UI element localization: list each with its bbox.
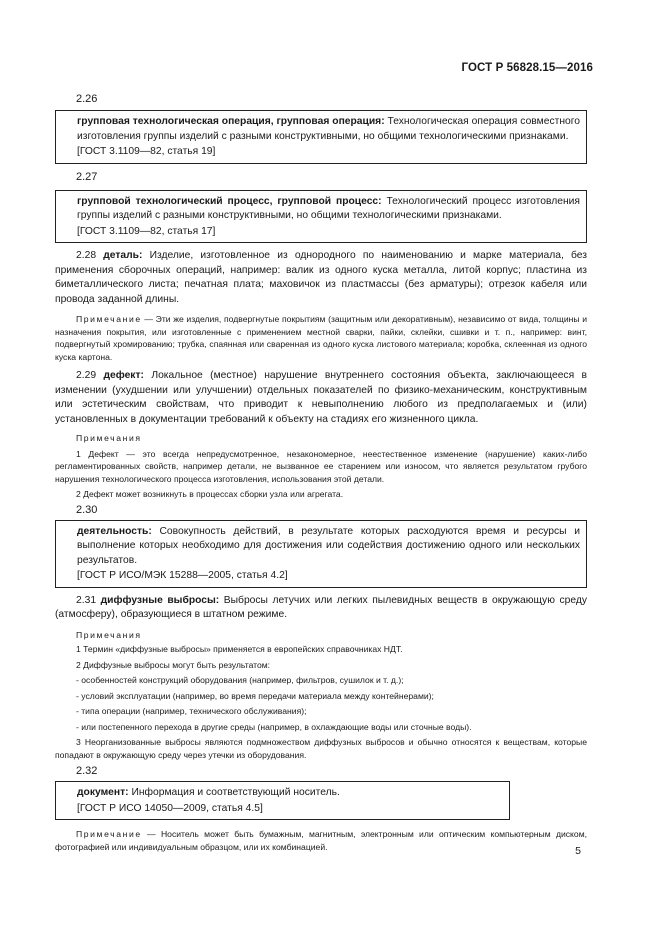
section-number-2-31: 2.31 [76,594,101,606]
term-2-31: диффузные выбросы: [100,594,220,606]
term-2-32: документ: [77,787,129,798]
term-2-30: деятельность: [77,525,152,537]
section-number-2-28: 2.28 [76,250,104,261]
note-label-2-32: Примечание [76,829,142,839]
section-number-2-32: 2.32 [76,765,98,777]
notes-title-2-31: Примечания [76,629,142,640]
notes-title-2-29: Примечания [76,433,142,443]
paragraph-2-28 [55,249,587,307]
note-2-29-2: 2 Дефект может возникнуть в процессах сборки узла или агрегата. [76,489,344,499]
term-2-28: деталь: [103,250,143,261]
reference-2-30: [ГОСТ Р ИСО/МЭК 15288—2005, статья 4.2] [77,570,288,581]
definition-box-2-26 [55,110,587,164]
paragraph-2-29 [55,369,587,427]
note-2-31-line: 3 Неорганизованные выбросы являются подмножеством диффузных выбросов и обычно относятся к веществам, которые попадают в окружающую среду через утечки из оборудования. [55,737,587,760]
definition-box-2-27 [55,190,587,244]
reference-2-26: [ГОСТ 3.1109—82, статья 19] [77,146,216,157]
note-2-31-line: 2 Диффузные выбросы могут быть результатом: [76,659,271,670]
section-number-2-26: 2.26 [76,93,98,105]
note-2-31-line: - или постепенного перехода в другие среды (например, в охлаждающие воды или сточные воды). [76,721,472,732]
document-header: ГОСТ Р 56828.15—2016 [461,62,593,74]
definition-2-27: Технологический процесс изготовления группы изделий с разными конструктивными, но общими технологическими признаками. [77,195,580,221]
note-2-31-line: - особенностей конструкций оборудования (например, фильтров, сушилок и т. д.); [76,675,404,685]
note-2-31-line: - условий эксплуатации (например, во время передачи материала между контейнерами); [76,690,434,701]
note-2-29-1: 1 Дефект — это всегда непредусмотренное, незакономерное, неестественное изменение (нарушение) каких-либо регламентированных свойств, например детали, не вызванное ее старением или износом, что является результатом грубого нарушения технологического процесса изготовления, использования этой детали. [55,448,587,484]
section-number-2-30: 2.30 [76,503,98,516]
definition-2-28: Изделие, изготовленное из однородного по наименованию и марке материала, без применения сборочных операций, например: валик из одного куска металла, литой корпус; пластина из биметаллического листа; печатная плата; маховичок из пластмассы (без арматуры); отрезок кабеля или провода заданной длины. [55,250,587,305]
definition-2-32: Информация и соответствующий носитель. [128,787,340,798]
section-number-2-29: 2.29 [76,370,104,381]
definition-2-30: Совокупность действий, в результате которых расходуются время и ресурсы и выполнение которых необходимо для достижения или содействия достижению одного или нескольких результатов. [77,525,580,566]
reference-2-27: [ГОСТ 3.1109—82, статья 17] [77,225,216,237]
term-2-26: групповая технологическая операция, групповая операция: [77,116,385,127]
note-2-28 [55,313,587,363]
definition-2-26: Технологическая операция совместного изготовления группы изделий с разными конструктивными, но общими технологическими признаками. [77,116,580,142]
term-2-29: дефект: [103,370,144,381]
definition-box-2-30 [55,520,587,588]
paragraph-2-31 [55,594,587,623]
definition-box-2-32 [55,781,510,820]
note-2-31-line: 1 Термин «диффузные выбросы» применяется в европейских справочниках НДТ. [76,644,403,654]
note-text-2-32: — Носитель может быть бумажным, магнитным, электронным или оптическим компьютерным диском, фотографией или индивидуальным образцом, или их комбинацией. [55,829,587,852]
section-number-2-27: 2.27 [76,170,98,183]
page-number: 5 [575,845,581,857]
term-2-27: групповой технологический процесс, групповой процесс: [77,195,382,207]
note-2-32 [55,828,587,853]
note-label-2-28: Примечание [76,314,142,324]
note-2-31-line: - типа операции (например, технического обслуживания); [76,706,307,716]
document-body [55,92,587,853]
definition-2-29: Локальное (местное) нарушение внутреннего состояния объекта, заключающееся в изменении (ухудшении или улучшении) отдельных показателей по физико-механическим, конструктивным или эстетическим свойствам, что приводит к невыполнению любого из предполагаемых и (или) установленных в документации требований к объекту на стадиях его жизненного цикла. [55,370,587,425]
definition-2-31: Выбросы летучих или легких пылевидных веществ в окружающую среду (атмосферу), образующиеся в штатном режиме. [55,594,588,620]
reference-2-32: [ГОСТ Р ИСО 14050—2009, статья 4.5] [77,802,263,814]
note-text-2-28: — Эти же изделия, подвергнутые покрытиям (защитным или декоративным), независимо от вида, толщины и назначения покрытия, или изготовленные с применением местной сварки, пайки, склейки, сшивки и т. п., например: винт, подвергнутый хромированию; трубка, спаянная или сваренная из одного куска листового материала; коробка, склеенная из одного куска картона. [55,314,587,362]
